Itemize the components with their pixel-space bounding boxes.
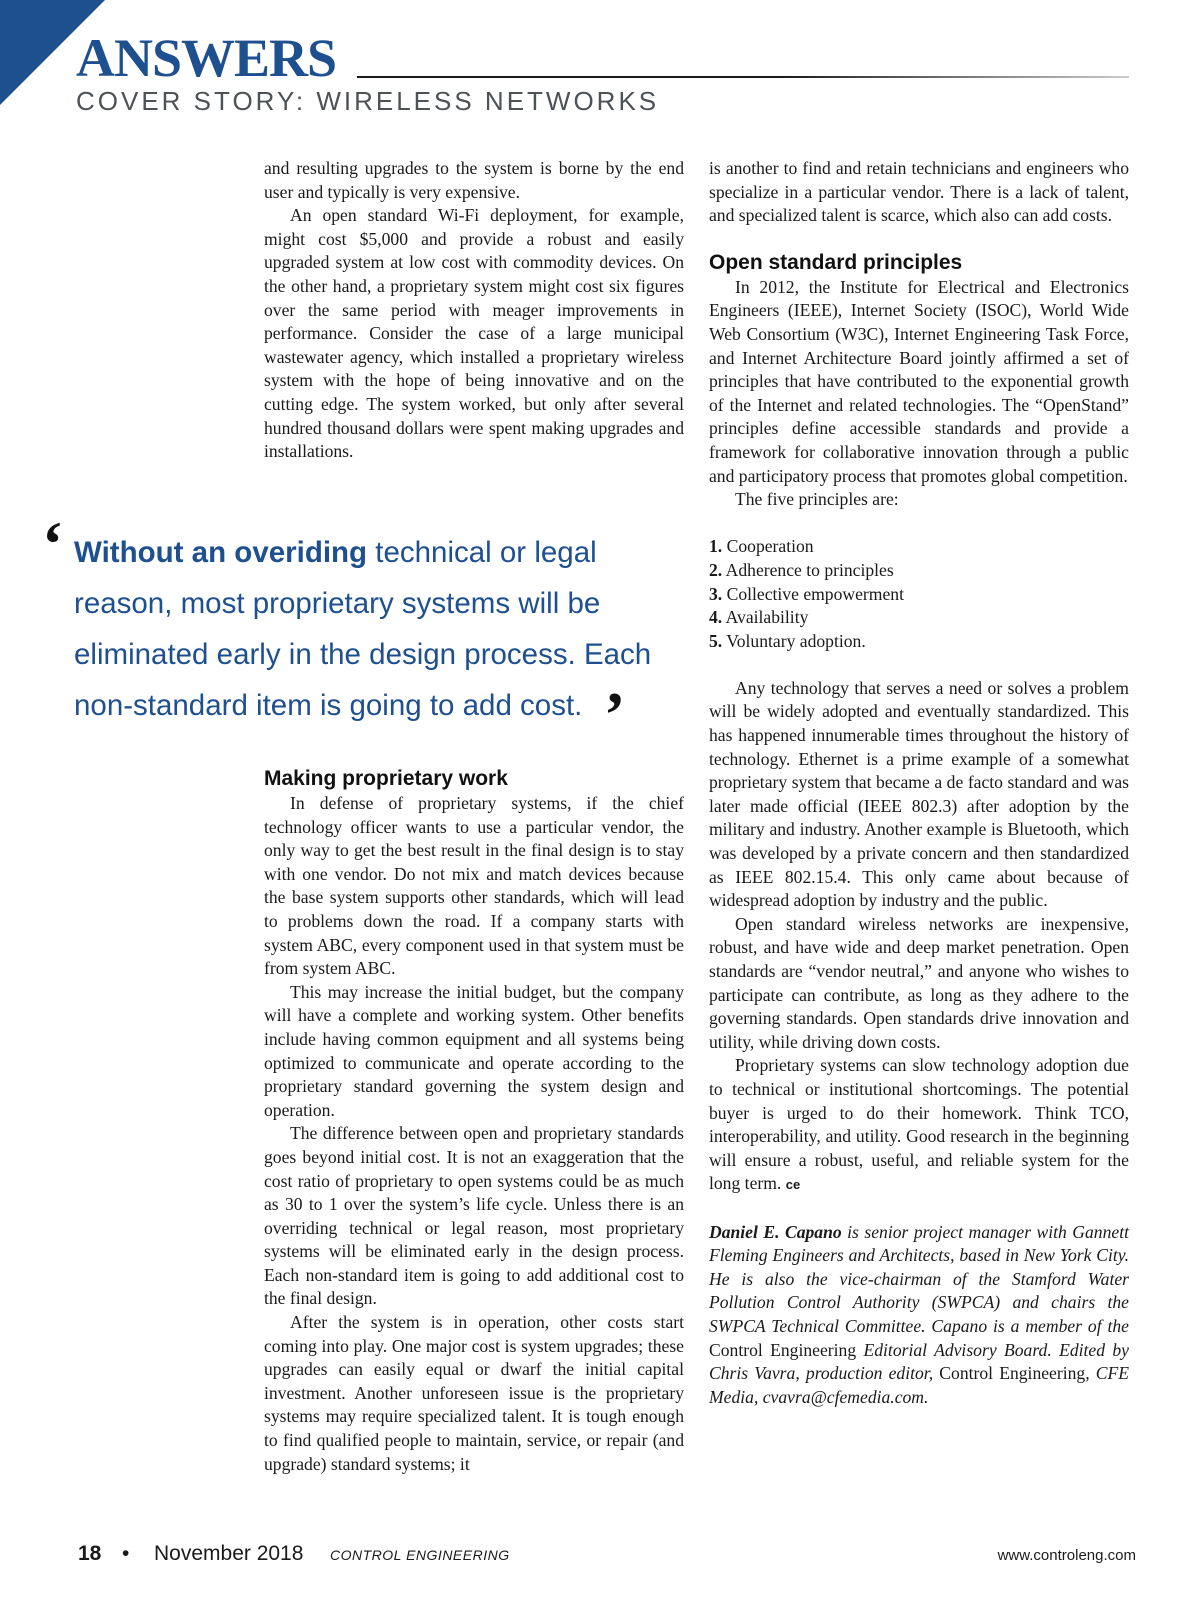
section-heading: Open standard principles: [709, 250, 963, 274]
column-a-top: [264, 157, 684, 464]
column-a-bottom: [264, 766, 684, 1476]
page-footer: [0, 1542, 1200, 1572]
pull-quote-bold: Without an overiding: [74, 536, 368, 569]
paragraph: Proprietary systems can slow technology adoption due to technical or institutional shortcomings. The potential buyer is urged to do their homework. Think TCO, interoperability, and utility. Good research in the beginning will ensure a robust, useful, and reliable system for the long term. ce: [709, 1055, 1129, 1194]
principles-list: [709, 535, 1129, 653]
paragraph: is another to find and retain technicians and engineers who specialize in a particular vendor. There is a lack of talent, and specialized talent is scarce, which also can add costs.: [709, 158, 1129, 226]
list-item: 5. Voluntary adoption.: [709, 630, 866, 651]
issue-date: November 2018: [154, 1542, 304, 1565]
author-bio: Daniel E. Capano is senior project manager with Gannett Fleming Engineers and Architects, based in New York City. He is also the vice-chairman of the Stamford Water Pollution Control Authority (SWPCA) and chairs the SWPCA Technical Committee. Capano is a member of the Control Engineering Editorial Advisory Board. Edited by Chris Vavra, production editor, Control Engineering, CFE Media, cvavra@cfemedia.com.: [709, 1221, 1129, 1407]
open-quote-mark: ‘: [42, 508, 64, 579]
paragraph: The five principles are:: [735, 489, 899, 510]
footer-bullet: •: [122, 1542, 130, 1565]
paragraph: and resulting upgrades to the system is borne by the end user and typically is very expensive.: [264, 158, 684, 202]
list-item: 2. Adherence to principles: [709, 559, 894, 580]
pull-quote-text: technical or legal reason, most proprietary systems will be eliminated early in the design process. Each non-standard item is going to add cost.: [74, 536, 652, 722]
pull-quote: [74, 527, 684, 731]
paragraph: Open standard wireless networks are inexpensive, robust, and have wide and deep market penetration. Open standards are “vendor neutral,” and anyone who wishes to participate can contribute, as long as they adhere to the governing standards. Open standards drive innovation and utility, while driving down costs.: [709, 913, 1129, 1052]
page-number: 18: [78, 1542, 102, 1565]
magazine-name: CONTROL ENGINEERING: [330, 1547, 510, 1563]
paragraph: In 2012, the Institute for Electrical and Electronics Engineers (IEEE), Internet Society (ISOC), World Wide Web Consortium (W3C), Internet Engineering Task Force, and Internet Architecture Board jointly affirmed a set of principles that have contributed to the exponential growth of the Internet and related technologies. The “OpenStand” principles define accessible standards and provide a framework for collaborative innovation through a public and participatory process that promotes global competition.: [709, 276, 1129, 486]
section-title: ANSWERS: [76, 28, 337, 88]
list-item: 1. Cooperation: [709, 536, 814, 557]
section-heading: Making proprietary work: [264, 767, 508, 790]
list-item: 4. Availability: [709, 607, 809, 628]
website-url: www.controleng.com: [997, 1547, 1136, 1564]
paragraph: This may increase the initial budget, but the company will have a complete and working system. Other benefits include having common equipment and all systems being optimized to communicate and operate according to the proprietary standard governing the system design and operation.: [264, 981, 684, 1120]
paragraph: The difference between open and proprietary standards goes beyond initial cost. It is not an exaggeration that the cost ratio of proprietary to open systems could be as much as 30 to 1 over the system’s life cycle. Unless there is an overriding technical or legal reason, most proprietary systems will be eliminated early in the design process. Each non-standard item is going to add additional cost to the final design.: [264, 1123, 684, 1309]
paragraph: In defense of proprietary systems, if the chief technology officer wants to use a particular vendor, the only way to get the best result in the final design is to stay with one vendor. Do not mix and match devices because the base system supports other standards, which will lead to problems down the road. If a company starts with system ABC, every component used in that system must be from system ABC.: [264, 793, 684, 979]
section-subtitle: COVER STORY: WIRELESS NETWORKS: [76, 86, 660, 116]
paragraph: An open standard Wi-Fi deployment, for example, might cost $5,000 and provide a robust and easily upgraded system at low cost with commodity devices. On the other hand, a proprietary system might cost six figures over the same period with meager improvements in performance. Consider the case of a large municipal wastewater agency, which installed a proprietary wireless system with the hope of being innovative and on the cutting edge. The system worked, but only after several hundred thousand dollars were spent making upgrades and installations.: [264, 205, 684, 462]
close-quote-mark: ’: [604, 679, 626, 750]
author-name: Daniel E. Capano: [709, 1221, 842, 1242]
column-b: [709, 157, 1129, 1409]
paragraph: After the system is in operation, other costs start coming into play. One major cost is system upgrades; these upgrades can easily equal or dwarf the initial capital investment. Another unforeseen issue is the proprietary systems may require specialized talent. It is tough enough to find qualified people to maintain, service, or repair (and upgrade) standard systems; it: [264, 1312, 684, 1474]
end-mark: ce: [785, 1177, 801, 1193]
header-rule: [357, 76, 1129, 78]
list-item: 3. Collective empowerment: [709, 583, 904, 604]
paragraph: Any technology that serves a need or solves a problem will be widely adopted and eventually standardized. This has happened innumerable times throughout the history of technology. Ethernet is a prime example of a somewhat proprietary system that became a de facto standard and was later made official (IEEE 802.3) after adoption by the military and industry. Another example is Bluetooth, which was developed by a private concern and then standardized as IEEE 802.15.4. This only came about because of widespread adoption by industry and the public.: [709, 677, 1129, 911]
